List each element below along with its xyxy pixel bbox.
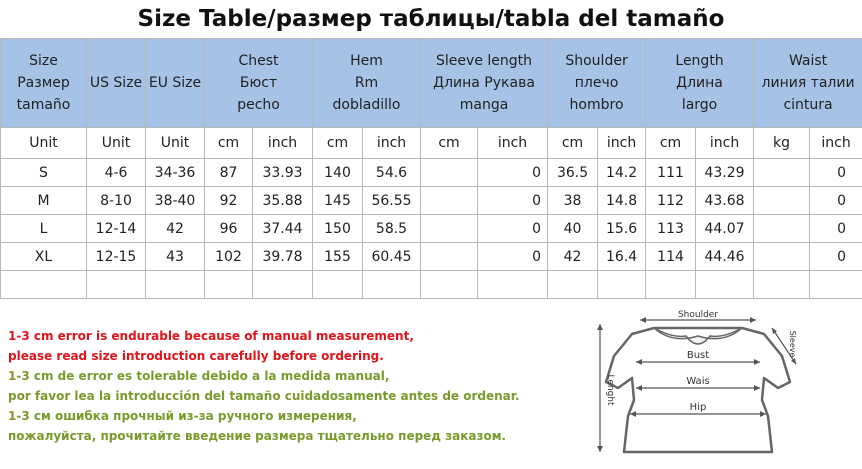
unit-cell: cm [646,128,696,159]
table-row [1,243,862,271]
table-cell: 145 [313,187,363,215]
unit-cell: cm [421,128,478,159]
table-row [1,159,862,187]
bust-label: Bust [686,350,710,361]
table-cell: 42 [548,243,598,271]
table-cell: 43.68 [696,187,754,215]
table-cell: 150 [313,215,363,243]
table-cell: 43.29 [696,159,754,187]
unit-cell: cm [205,128,253,159]
waist-label: Wais [686,376,710,387]
table-cell: 8-10 [87,187,146,215]
table-cell: XL [1,243,87,271]
header-chest: Chest Бюст pecho [205,39,313,128]
table-cell: 0 [478,215,548,243]
table-cell: 35.88 [253,187,313,215]
empty-row [1,271,862,299]
header-sleeve-length: Sleeve length Длина Рукава manga [421,39,548,128]
table-cell: 92 [205,187,253,215]
shoulder-label: Shoulder [677,310,719,320]
collar [654,328,742,344]
header-length: Length Длина largo [646,39,754,128]
unit-cell: kg [754,128,810,159]
unit-cell: cm [548,128,598,159]
table-cell: 87 [205,159,253,187]
table-cell: 15.6 [598,215,646,243]
table-cell: 38 [548,187,598,215]
table-cell: 58.5 [363,215,421,243]
unit-cell: inch [696,128,754,159]
garment-measurement-diagram [592,304,804,464]
table-cell: 112 [646,187,696,215]
table-cell: 36.5 [548,159,598,187]
table-cell: 12-14 [87,215,146,243]
table-cell: 12-15 [87,243,146,271]
hip-label: Hip [689,402,707,413]
sleeve-hem-left [618,378,632,388]
table-cell: 0 [478,187,548,215]
sleeve-label: Sleeve [788,330,797,358]
unit-cell: inch [363,128,421,159]
table-cell: 39.78 [253,243,313,271]
table-cell: M [1,187,87,215]
unit-cell: Unit [87,128,146,159]
table-cell: 96 [205,215,253,243]
table-cell: 44.07 [696,215,754,243]
unit-cell: inch [478,128,548,159]
table-cell: 56.55 [363,187,421,215]
table-cell: 34-36 [146,159,205,187]
table-cell [754,215,810,243]
table-cell: 0 [478,243,548,271]
table-cell: 0 [810,243,862,271]
table-cell [754,159,810,187]
sleeve-hem-right [764,378,778,388]
header-size: Size Размер tamaño [1,39,87,128]
page-title: Size Table/размер таблицы/tabla del tamaño [0,0,862,39]
table-cell [421,187,478,215]
table-cell: 111 [646,159,696,187]
table-cell: 0 [478,159,548,187]
unit-cell: Unit [146,128,205,159]
table-cell [421,243,478,271]
header-row [1,39,862,128]
table-cell: 4-6 [87,159,146,187]
table-cell [421,215,478,243]
note-es-line-2: por favor lea la introducción del tamaño cuidadosamente antes de ordenar. [8,389,520,403]
table-cell: 33.93 [253,159,313,187]
unit-cell: inch [253,128,313,159]
header-waist: Waist линия талии cintura [754,39,862,128]
note-en-line-2: please read size introduction carefully before ordering. [8,349,384,363]
note-ru-line-1: 1-3 см ошибка прочный из-за ручного измерения, [8,409,357,423]
table-cell: 42 [146,215,205,243]
note-ru-line-2: пожалуйста, прочитайте введение размера тщательно перед заказом. [8,429,507,443]
shirt-outline [606,328,790,452]
table-cell: 102 [205,243,253,271]
note-en-line-1: 1-3 cm error is endurable because of manual measurement, [8,329,414,343]
header-eu-size: EU Size [146,39,205,128]
unit-cell: inch [810,128,862,159]
table-cell: 40 [548,215,598,243]
table-cell: 114 [646,243,696,271]
table-cell [754,187,810,215]
table-cell: L [1,215,87,243]
units-row [1,128,862,159]
table-cell: 140 [313,159,363,187]
table-cell [754,243,810,271]
table-cell: S [1,159,87,187]
unit-cell: inch [598,128,646,159]
table-cell: 0 [810,159,862,187]
table-cell: 60.45 [363,243,421,271]
unit-cell: cm [313,128,363,159]
table-cell: 16.4 [598,243,646,271]
note-es-line-1: 1-3 cm de error es tolerable debido a la medida manual, [8,369,390,383]
table-row [1,215,862,243]
table-cell: 14.2 [598,159,646,187]
table-cell: 0 [810,187,862,215]
unit-cell: Unit [1,128,87,159]
header-hem: Hem Rm dobladillo [313,39,421,128]
table-cell: 113 [646,215,696,243]
measurement-notes [8,326,568,446]
table-cell: 54.6 [363,159,421,187]
header-shoulder: Shoulder плечо hombro [548,39,646,128]
table-cell: 43 [146,243,205,271]
table-cell: 37.44 [253,215,313,243]
size-table [0,38,862,299]
table-row [1,187,862,215]
header-us-size: US Size [87,39,146,128]
table-cell: 0 [810,215,862,243]
table-cell: 44.46 [696,243,754,271]
table-cell: 14.8 [598,187,646,215]
length-label: Lenght [605,374,615,406]
table-cell [421,159,478,187]
table-cell: 38-40 [146,187,205,215]
table-cell: 155 [313,243,363,271]
